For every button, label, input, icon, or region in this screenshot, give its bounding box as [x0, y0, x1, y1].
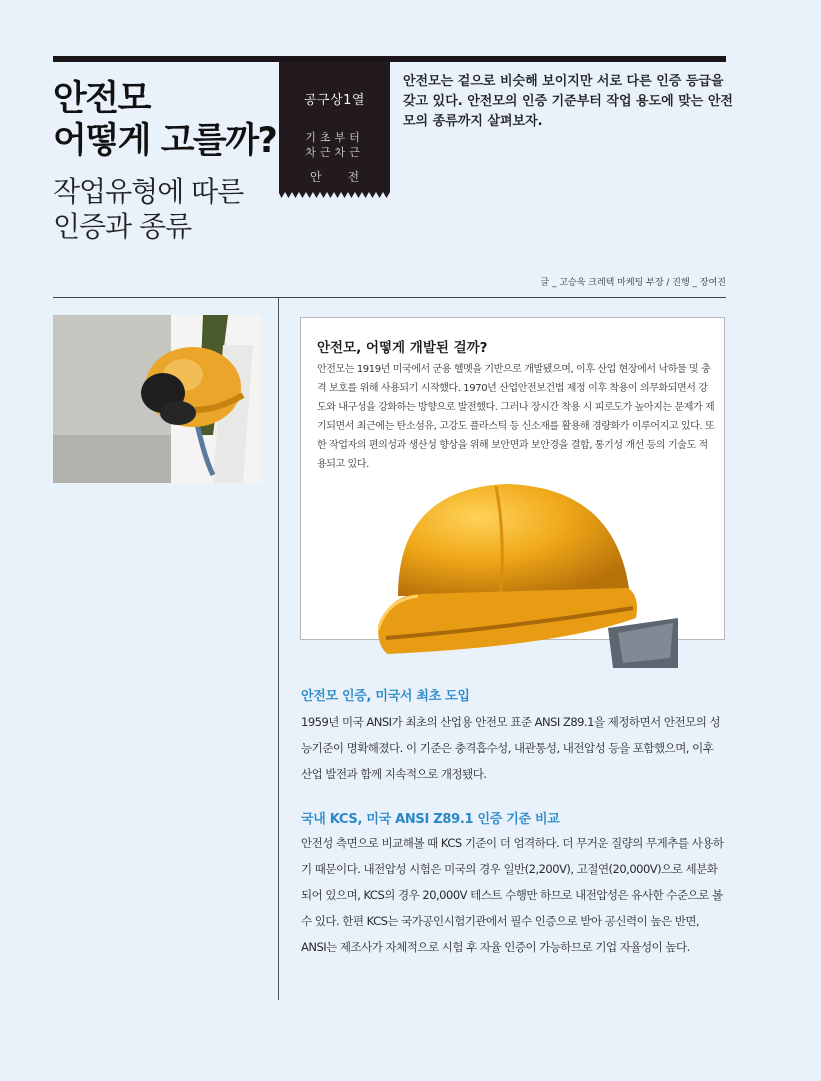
page-title-line1: 안전모	[53, 79, 150, 119]
series-ribbon	[279, 62, 390, 192]
worker-holding-helmet-photo	[53, 315, 261, 483]
ribbon-line2: 차근차근	[305, 146, 364, 159]
history-body: 안전모는 1919년 미국에서 군용 헬멧을 기반으로 개발됐으며, 이후 산업 현장에서 낙하물 및 충격 보호를 위해 사용되기 시작했다. 1970년 산업안전보건법 제정 이후 착용이 의무화되면서 강도와 내구성을 강화하는 방향으로 발전했다. 그러나 장시간 착용 시 피로도가 높아지는 문제가 제기되면서 최근에는 탄소섬유, 고강도 플라스틱 등 신소재를 활용해 경량화가 이루어지고 있다. 또한 작업자의 편의성과 생산성 향상을 위해 보안면과 보안경을 결합, 통기성 개선 등의 기술도 적용되고 있다.	[317, 364, 715, 470]
ribbon-line1: 기초부터	[305, 131, 364, 144]
page-title-line2: 어떻게 고를까?	[53, 121, 277, 161]
section2-body: 안전성 측면으로 비교해볼 때 KCS 기준이 더 엄격하다. 더 무거운 질량의 무게추를 사용하기 때문이다. 내전압성 시험은 미국의 경우 일반(2,200V), 고절연(20,000V)으로 세분화되어 있으며, KCS의 경우 20,000V 테스트 수행만 하므로 내전압성은 유사한 수준으로 볼 수 있다. 한편 KCS는 국가공인시험기관에서 필수 인증으로 받아 공신력이 높은 반면, ANSI는 제조사가 자체적으로 시험 후 자율 인증이 가능하므로 기업 자율성이 높다.	[301, 836, 724, 954]
section1-body: 1959년 미국 ANSI가 최초의 산업용 안전모 표준 ANSI Z89.1을 제정하면서 안전모의 성능기준이 명확해졌다. 이 기준은 충격흡수성, 내관통성, 내전압성 등을 포함했으며, 이후 산업 발전과 함께 지속적으로 개정됐다.	[301, 715, 721, 781]
ribbon-word1: 안	[309, 170, 322, 184]
section-divider	[53, 297, 726, 298]
worker-illustration	[53, 315, 261, 483]
series-label: 공구상1열	[303, 93, 365, 108]
section2-heading: 국내 KCS, 미국 ANSI Z89.1 인증 기준 비교	[301, 812, 560, 827]
lead-paragraph: 안전모는 겉으로 비슷해 보이지만 서로 다른 인증 등급을 갖고 있다. 안전모의 인증 기준부터 작업 용도에 맞는 안전모의 종류까지 살펴보자.	[403, 74, 733, 129]
ribbon-zigzag-edge	[279, 191, 390, 198]
author-credit: 글 _ 고승욱 크레텍 마케팅 부장 / 진행 _ 장여진	[540, 278, 726, 288]
hard-hat-image	[378, 478, 683, 674]
ribbon-word2: 전	[347, 170, 360, 184]
history-heading: 안전모, 어떻게 개발된 걸까?	[317, 340, 488, 356]
page-subtitle-line2: 인증과 종류	[53, 210, 192, 243]
section1-heading: 안전모 인증, 미국서 최초 도입	[301, 689, 470, 704]
ribbon-line3	[279, 170, 390, 185]
column-divider	[278, 298, 279, 1000]
page-title-block	[53, 78, 276, 244]
page-subtitle-line1: 작업유형에 따른	[53, 175, 244, 208]
